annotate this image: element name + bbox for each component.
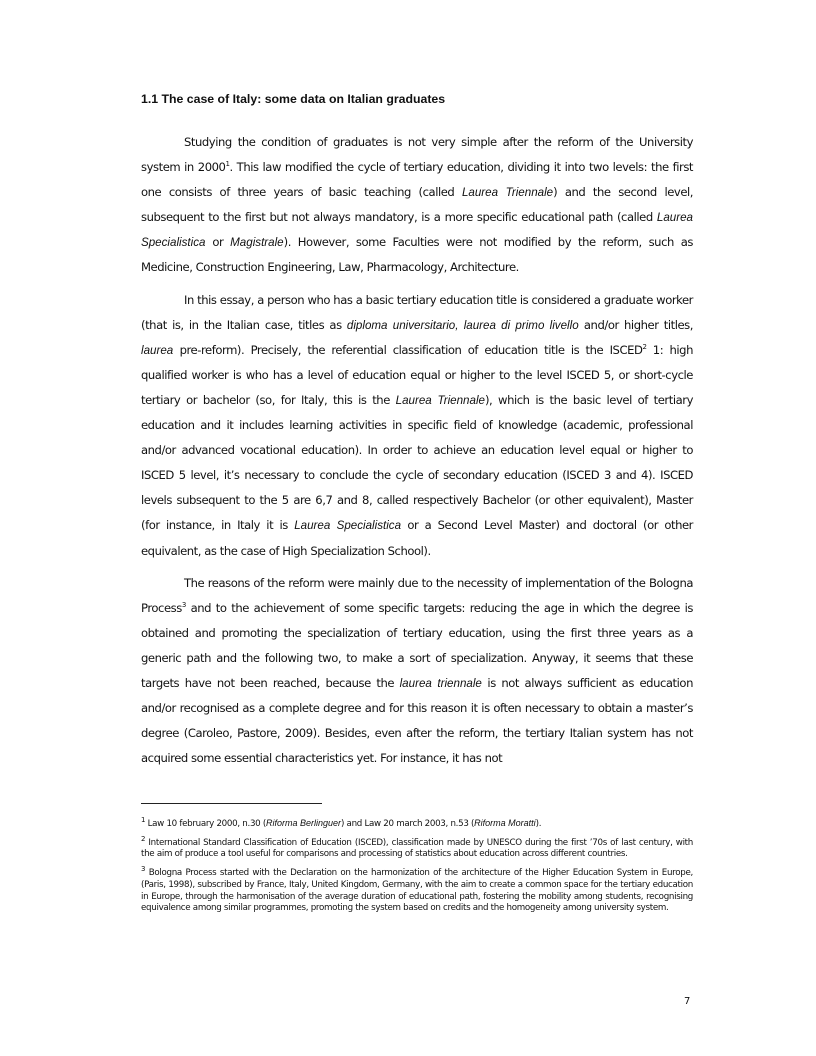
text-run: ), which is the basic level of tertiary education and it includes learning activities in specific field of knowledge (academic, professional and/or advanced vocational education). In order to achieve an education level equal or higher to ISCED 5 level, it’s necessary to conclude the cycle of secondary education (ISCED 3 and 4). ISCED levels subsequent to the 5 are 6,7 and 8, called respectively Bachelor (or other equivalent), Master (for instance, in Italy it is (141, 392, 693, 533)
text-run: ). However, some Faculties were not modified by the reform, such as Medicine, Construction Engineering, Law, Pharmacology, Architecture. (141, 235, 693, 275)
italic-term: Riforma Berlinguer (265, 818, 341, 828)
text-run: or a Second Level Master) and doctoral (or other equivalent, as the case of High Specialization School). (141, 518, 693, 558)
text-run: International Standard Classification of Education (ISCED), classification made by UNESCO during the first ’70s of last century, with the aim of produce a tool useful for comparisons and processing of statistics about education across different countries. (141, 837, 693, 860)
footnote-ref-2: 2 (642, 342, 647, 351)
footnote-3 (141, 865, 693, 915)
text-run: ). (535, 819, 542, 829)
footnote-number: 2 (141, 834, 146, 843)
text-run: . This law modified the cycle of tertiary education, dividing it into two levels: the first one consists of three years of basic teaching (called (141, 160, 694, 200)
text-run: In this essay, a person who has a basic tertiary education title is considered a graduate worker (that is, in the Italian case, titles as (141, 292, 693, 332)
footnote-separator (141, 803, 322, 804)
text-run: or (205, 235, 231, 250)
body-text (141, 130, 693, 778)
italic-term: Laurea Specialistica (294, 519, 402, 533)
text-run: ) and Law 20 march 2003, n.53 ( (341, 819, 475, 829)
italic-term: Riforma Moratti (474, 818, 536, 828)
text-run: The reasons of the reform were mainly due to the necessity of implementation of the Bologna Process (141, 575, 693, 615)
italic-term: Magistrale (230, 236, 284, 250)
paragraph-3 (141, 571, 693, 772)
footnote-2 (141, 834, 693, 861)
footnote-1 (141, 818, 693, 831)
italic-term: laurea triennale (399, 676, 482, 690)
text-run: Law 10 february 2000, n.30 ( (145, 819, 266, 829)
page-number: 7 (684, 996, 691, 1007)
text-run: and to the achievement of some specific targets: reducing the age in which the degree is obtained and promoting the specialization of tertiary education, using the first three years as a generic path and the following two, to make a sort of specialization. Anyway, it seems that these targets have not been reached, because the (141, 600, 693, 690)
italic-term: Laurea Specialistica (141, 211, 693, 250)
italic-term: Laurea Triennale (461, 186, 554, 200)
section-heading: 1.1 The case of Italy: some data on Italian graduates (141, 92, 446, 106)
footnote-ref-1: 1 (225, 160, 230, 169)
paragraph-1 (141, 130, 693, 281)
paragraph-2 (141, 288, 693, 564)
text-run: ) and the second level, subsequent to the first but not always mandatory, is a more specific educational path (called (141, 185, 694, 225)
footnote-ref-3: 3 (181, 600, 186, 609)
text-run: Bologna Process started with the Declaration on the harmonization of the architecture of the Higher Education System in Europe, (Paris, 1998), subscribed by France, Italy, United Kingdom, Germany, with the aim to create a common space for the tertiary education in Europe, through the harmonisation of the average duration of educational path, fostering the mobility among students, recognising equivalence among similar programmes, promoting the system based on credits and the homogeneity among university system. (141, 868, 693, 914)
footnotes (141, 818, 693, 922)
text-run: 1: high qualified worker is who has a level of education equal or higher to the level ISCED 5, or short-cycle tertiary or bachelor (so, for Italy, this is the (141, 342, 693, 407)
italic-term: Laurea Triennale (395, 393, 485, 407)
text-run: Studying the condition of graduates is not very simple after the reform of the University system in 2000 (141, 135, 693, 175)
italic-term: diploma universitario, laurea di primo livello (346, 318, 579, 332)
text-run: pre-reform). Precisely, the referential classification of education title is the ISCED (173, 342, 643, 357)
text-run: is not always sufficient as education and/or recognised as a complete degree and for this reason it is often necessary to obtain a master’s degree (Caroleo, Pastore, 2009). Besides, even after the reform, the tertiary Italian system has not acquired some essential characteristics yet. For instance, it has not (141, 675, 693, 766)
footnote-number: 3 (141, 865, 146, 874)
footnote-number: 1 (141, 816, 146, 825)
text-run: and/or higher titles, (578, 317, 693, 332)
italic-term: laurea (141, 343, 174, 357)
